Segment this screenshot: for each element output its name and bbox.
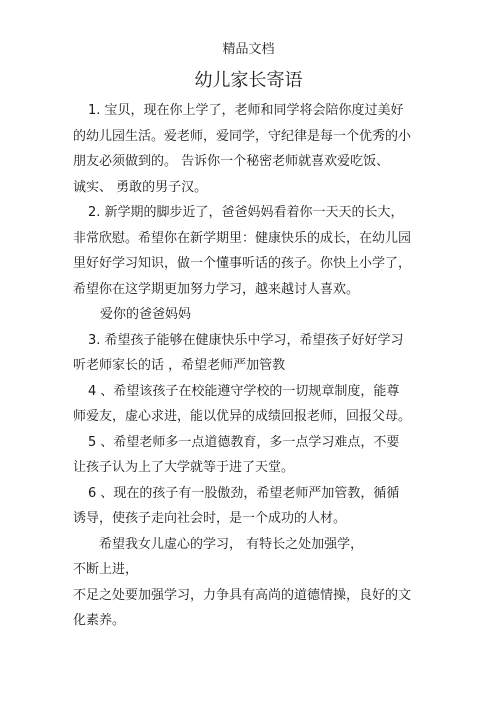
paragraph-line: 1. 宝贝，现在你上学了，老师和同学将会陪你度过美好 [88,103,404,118]
paragraph-line: 化素养。 [73,613,126,628]
document-body [73,98,424,634]
paragraph-line: 非常欣慰。希望你在新学期里：健康快乐的成长，在幼儿园 [73,230,412,246]
signature-line: 爱你的爸爸妈妈 [100,307,192,322]
paragraph-line: 让孩子认为上了大学就等于进了天堂。 [73,460,295,475]
paragraph-line: 6 、现在的孩子有一股傲劲，希望老师严加管教，循循 [88,485,400,501]
paragraph-line: 4 、希望该孩子在校能遵守学校的一切规章制度，能尊 [88,383,400,399]
document-title: 幼儿家长寄语 [194,70,303,91]
paragraph-line: 的幼儿园生活。爱老师，爱同学，守纪律是每一个优秀的小 [73,128,412,144]
paragraph-line: 不断上进， [73,562,139,577]
paragraph-line: 听老师家长的话 ，希望老师严加管教 [73,358,286,373]
paragraph-line: 师爱友，虚心求进，能以优异的成绩回报老师，回报父母。 [73,409,412,424]
paragraph-line: 里好好学习知识，做一个懂事听话的孩子。你快上小学了， [73,256,412,271]
paragraph-line: 3. 希望孩子能够在健康快乐中学习，希望孩子好好学习 [88,332,404,348]
paragraph-line: 朋友必须做到的。 告诉你一个秘密老师就喜欢爱吃饭、 [73,154,390,169]
paragraph-line: 诱导，使孩子走向社会时，是一个成功的人材。 [73,511,347,526]
paragraph-line: 诚实、 勇敢的男子汉。 [73,179,208,195]
paragraph-line: 希望我女儿虚心的学习， 有特长之处加强学， [99,536,364,552]
paragraph-line: 希望你在这学期更加努力学习，越来越讨人喜欢。 [73,281,360,297]
paragraph-line: 5 、希望老师多一点道德教育，多一点学习难点，不要 [88,434,400,450]
header-label: 精品文档 [222,42,275,57]
paragraph-line: 不足之处要加强学习，力争具有高尚的道德情操，良好的文 [73,587,412,603]
paragraph-line: 2. 新学期的脚步近了，爸爸妈妈看着你一天天的长大， [88,205,404,220]
